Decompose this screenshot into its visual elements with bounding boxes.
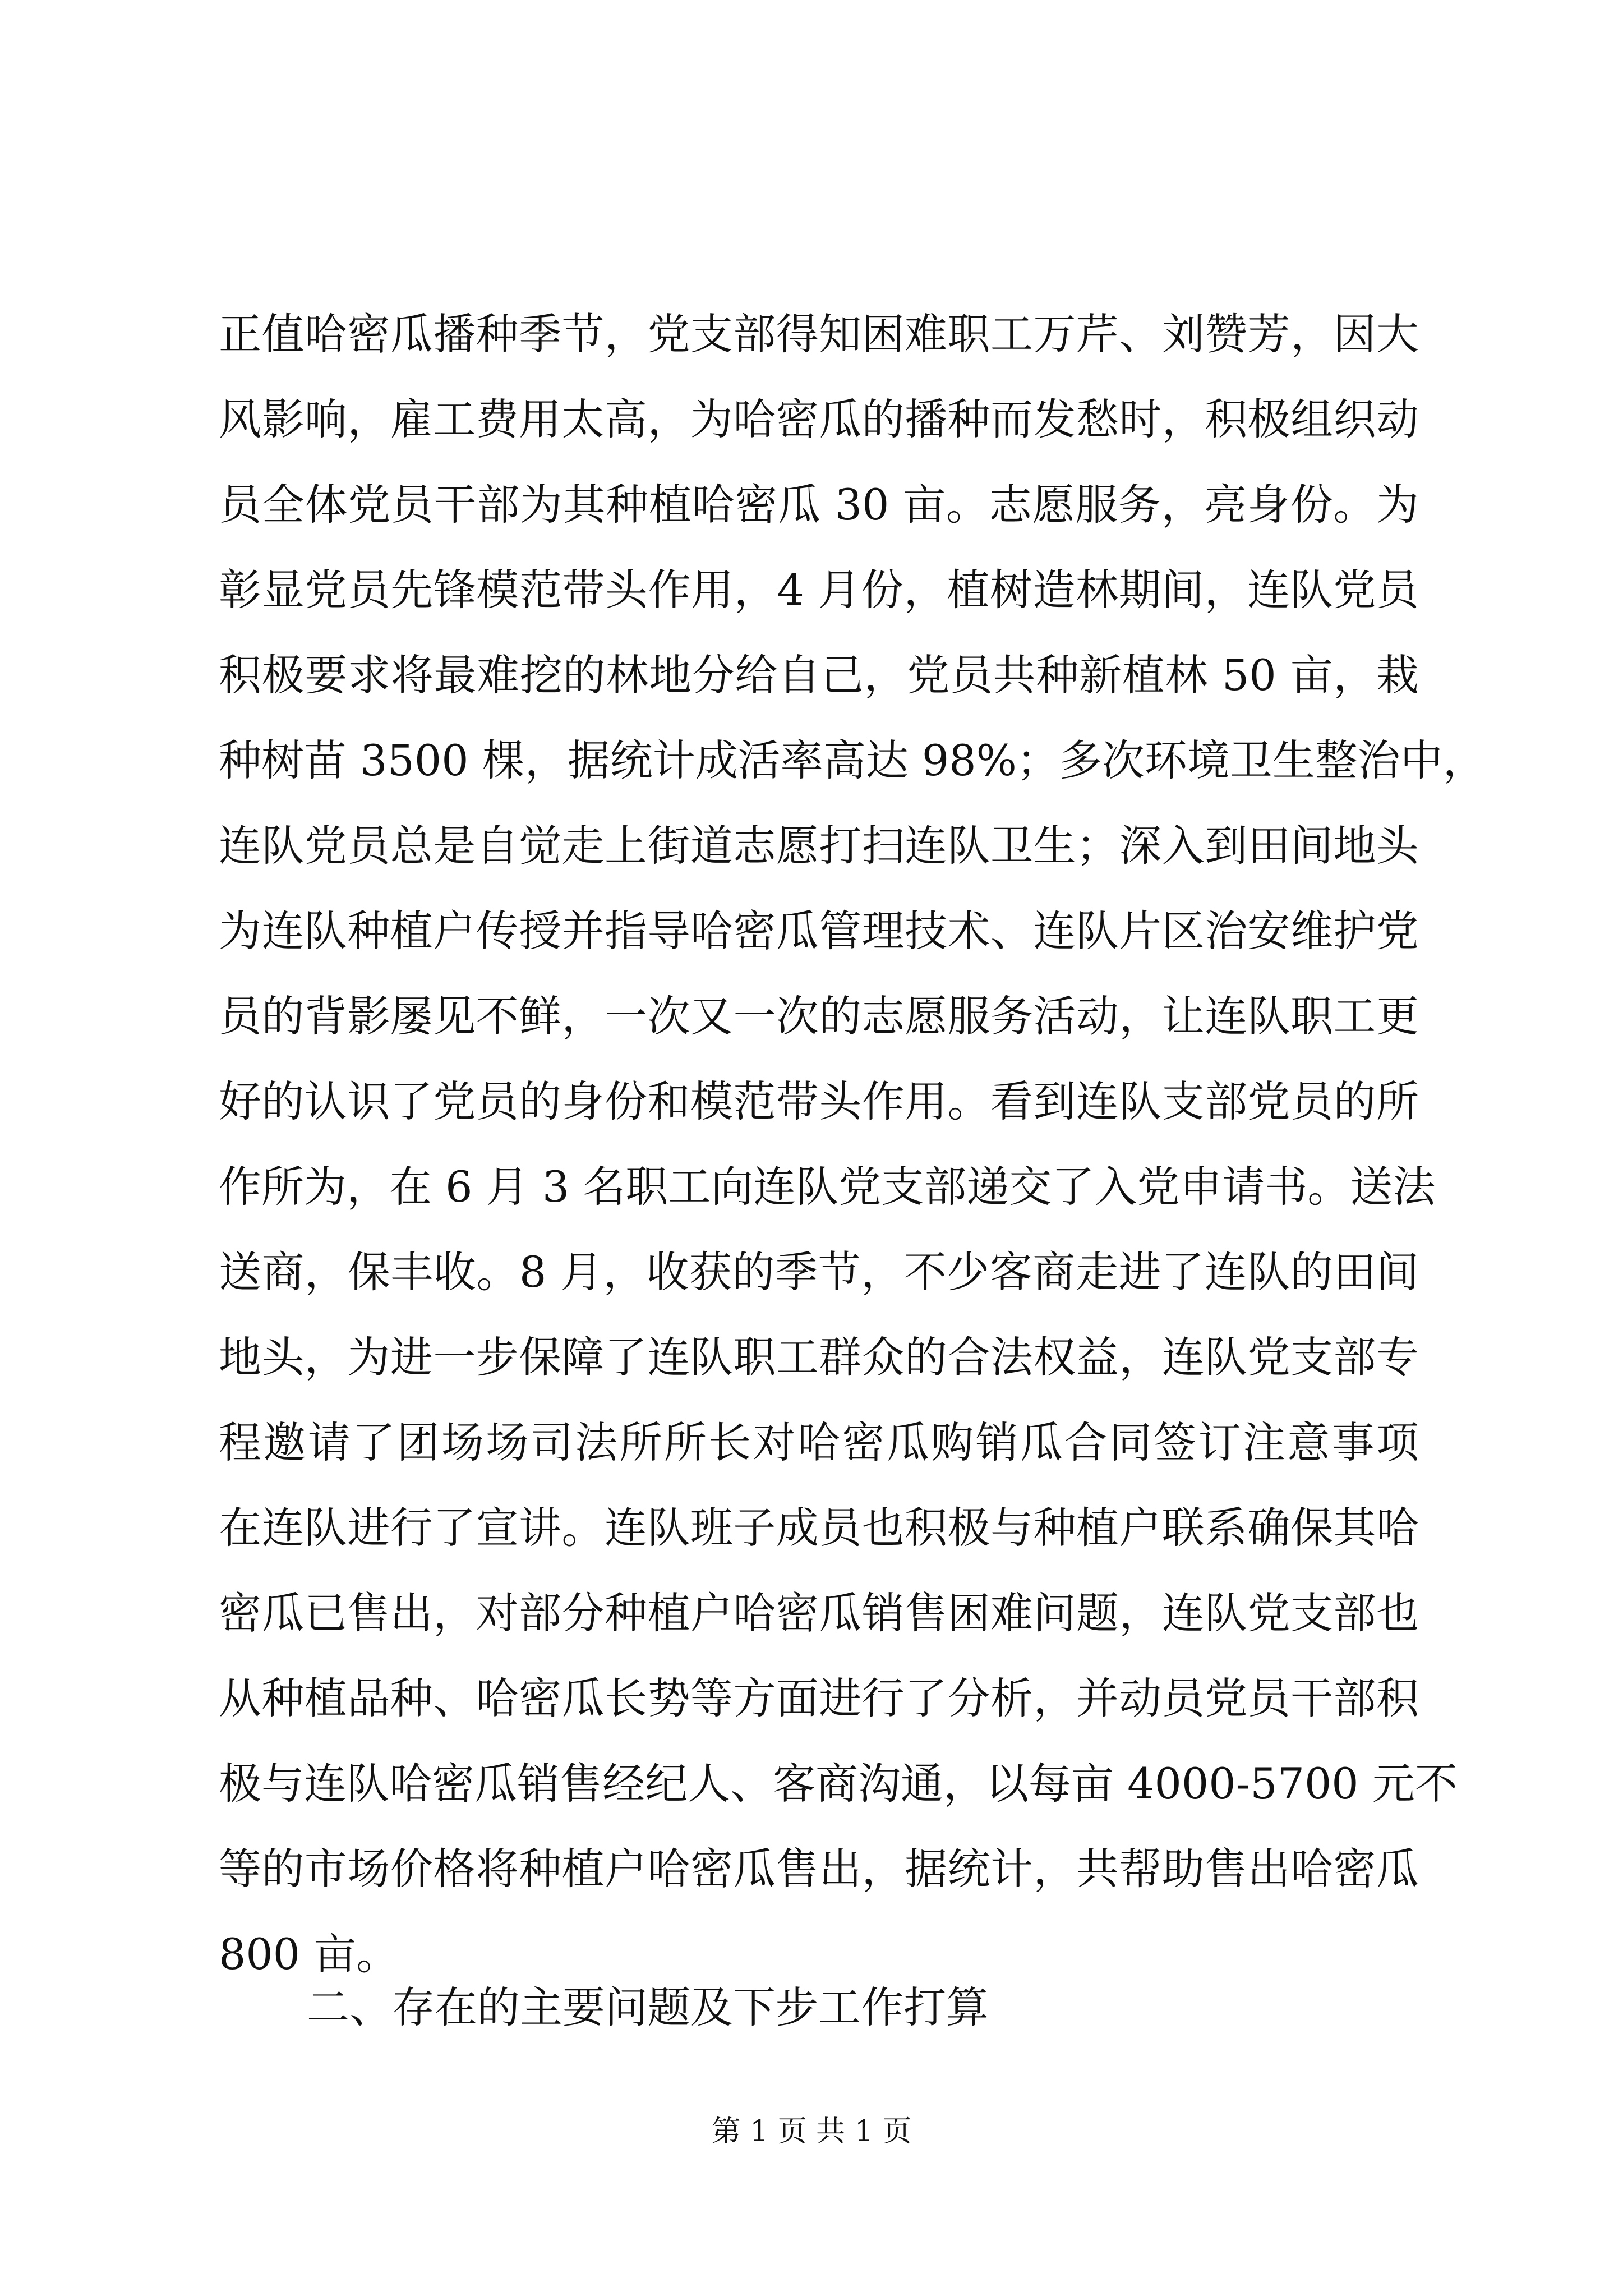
paragraph-line: 程邀请了团场场司法所所长对哈密瓜购销瓜合同签订注意事项 — [219, 1418, 1419, 1467]
page-footer: 第 1 页 共 1 页 — [711, 2115, 912, 2148]
paragraph-line: 密瓜已售出，对部分种植户哈密瓜销售困难问题，连队党支部也 — [219, 1588, 1419, 1638]
paragraph-line: 积极要求将最难挖的林地分给自己，党员共种新植林 50 亩，栽 — [219, 650, 1419, 700]
paragraph-line-last: 800 亩。 — [219, 1929, 399, 1979]
paragraph-line: 从种植品种、哈密瓜长势等方面进行了分析，并动员党员干部积 — [219, 1673, 1419, 1723]
paragraph-line: 连队党员总是自觉走上街道志愿打扫连队卫生；深入到田间地头 — [219, 821, 1419, 871]
body-paragraph — [219, 292, 1486, 1997]
paragraph-line: 极与连队哈密瓜销售经纪人、客商沟通，以每亩 4000-5700 元不 — [219, 1759, 1458, 1809]
paragraph-line: 作所为，在 6 月 3 名职工向连队党支部递交了入党申请书。送法 — [219, 1162, 1436, 1212]
paragraph-line: 种树苗 3500 棵，据统计成活率高达 98%；多次环境卫生整治中， — [219, 735, 1486, 785]
paragraph-line: 好的认识了党员的身份和模范带头作用。看到连队支部党员的所 — [219, 1076, 1419, 1126]
paragraph-line: 彰显党员先锋模范带头作用，4 月份，植树造林期间，连队党员 — [219, 565, 1419, 615]
section-heading: 二、存在的主要问题及下步工作打算 — [307, 1982, 989, 2032]
paragraph-line: 为连队种植户传授并指导哈密瓜管理技术、连队片区治安维护党 — [219, 906, 1419, 956]
paragraph-line: 员的背影屡见不鲜，一次又一次的志愿服务活动，让连队职工更 — [219, 991, 1419, 1041]
paragraph-line: 送商，保丰收。8 月，收获的季节，不少客商走进了连队的田间 — [219, 1247, 1419, 1297]
paragraph-line: 正值哈密瓜播种季节，党支部得知困难职工万芹、刘赞芳，因大 — [219, 309, 1419, 359]
paragraph-line: 风影响，雇工费用太高，为哈密瓜的播种而发愁时，积极组织动 — [219, 394, 1419, 444]
paragraph-line: 员全体党员干部为其种植哈密瓜 30 亩。志愿服务，亮身份。为 — [219, 480, 1419, 530]
paragraph-line: 地头，为进一步保障了连队职工群众的合法权益，连队党支部专 — [219, 1332, 1419, 1382]
paragraph-line: 等的市场价格将种植户哈密瓜售出，据统计，共帮助售出哈密瓜 — [219, 1844, 1419, 1894]
paragraph-line: 在连队进行了宣讲。连队班子成员也积极与种植户联系确保其哈 — [219, 1503, 1419, 1553]
